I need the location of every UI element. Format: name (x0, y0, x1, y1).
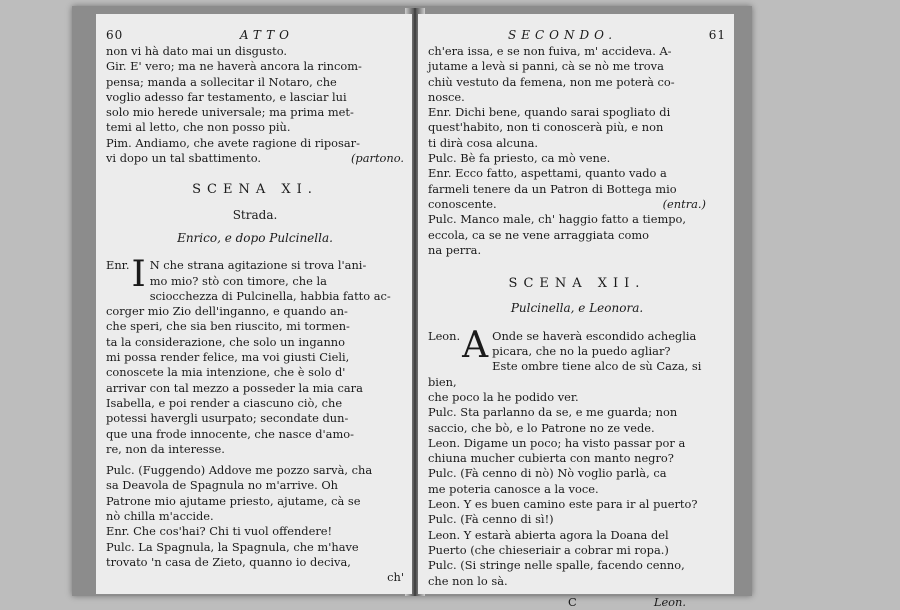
text-line: sciocchezza di Pulcinella, habbia fatto ac- (149, 288, 391, 303)
text-line: Pulc. (Si stringe nelle spalle, facendo cenno, (428, 558, 685, 573)
text-line: conoscente. (entra.) (428, 196, 706, 211)
scene-place: Strada. (232, 207, 278, 222)
text-line: corger mio Zio dell'inganno, e quando an- (106, 304, 348, 319)
text-line: Onde se haverà escondido acheglia (492, 328, 697, 343)
text-line: Pulc. (Fà cenno di nò) Nò voglio parlà, ca (428, 466, 667, 481)
text-line: me poteria canosce a la voce. (428, 481, 599, 496)
text-line: jutame a levà si panni, cà se nò me trova (428, 59, 664, 74)
text-line: trovato 'n casa de Zieto, quanno io deciva, (106, 554, 351, 569)
text-line: Leon. Y estarà abierta agora la Doana del (428, 527, 669, 542)
text-line: Patrone mio ajutame priesto, ajutame, cà se (106, 493, 361, 508)
text-line: Leon. Digame un poco; ha visto passar por a (428, 435, 686, 450)
text-line: ta la considerazione, che solo un inganno (106, 334, 345, 349)
scene-characters: Enrico, e dopo Pulcinella. (177, 230, 333, 245)
speech-block (428, 324, 726, 405)
text-line: eccola, ca se ne vene arraggiata como (428, 227, 649, 242)
text-line: que una frode innocente, che nasce d'amo- (106, 426, 354, 441)
text-line: che speri, che sia ben riuscito, mi tormen- (106, 319, 350, 334)
text-line: Pulc. Bè fa priesto, ca mò vene. (428, 151, 611, 166)
text-line: potessi havergli usurpato; secondate dun- (106, 411, 349, 426)
text-line: arrivar con tal mezzo a posseder la mia cara (106, 380, 363, 395)
text-line: nò chilla m'accide. (106, 509, 214, 524)
right-page-header (428, 28, 726, 44)
page-number: 61 (708, 28, 726, 42)
text-line: Puerto (che chieseriair a cobrar mi ropa.) (428, 542, 669, 557)
text-line: Pulc. (Fà cenno di sì!) (428, 512, 554, 527)
text-block (428, 405, 726, 589)
text-line: Pulc. Sta parlanno da se, e me guarda; non (428, 405, 678, 420)
running-head: ATTO (239, 28, 294, 42)
signature-mark: C (568, 594, 577, 609)
text-line: Enr. Dichi bene, quando sarai spogliato di (428, 105, 671, 120)
text-block (428, 44, 726, 258)
text-line: Isabella, e poi render a ciascuno ciò, che (106, 395, 343, 410)
catchword: Leon. (653, 594, 686, 609)
text-line: farmeli tenere da un Patron di Bottega mio (428, 181, 677, 196)
text-line: che non lo sà. (428, 573, 508, 588)
text-line: ti dirà cosa alcuna. (428, 135, 539, 150)
text-line: mi possa render felice, ma voi giusti Cieli, (106, 350, 350, 365)
text-line: Pulc. Manco male, ch' haggio fatto a tiempo, (428, 212, 687, 227)
text-line: non vi hà dato mai un disgusto. (106, 44, 287, 58)
text-line: Enr. Ecco fatto, aspettami, quanto vado a (428, 166, 667, 181)
text-line: picara, che no la puedo agliar? (492, 344, 671, 359)
text-line: Pulc. La Spagnula, la Spagnula, che m'have (106, 539, 359, 554)
text-line: ch'era issa, e se non fuiva, m' accideva. A- (428, 44, 672, 58)
text-line: solo mio herede universale; ma prima met- (106, 105, 354, 120)
right-page (418, 14, 734, 609)
text-line: vi dopo un tal sbattimento. (partono. (106, 151, 404, 166)
speech-block (106, 254, 404, 457)
text-line: Enr. Che cos'hai? Chi ti vuol offendere! (106, 524, 333, 539)
text-line: Pulc. (Fuggendo) Addove me pozzo sarvà, cha (106, 463, 373, 478)
text-line: re, non da interesse. (106, 441, 225, 456)
text-line: Este ombre tiene alco de sù Caza, si bien, (428, 359, 702, 389)
speaker: Leon. (428, 328, 461, 343)
stage-direction: (entra.) (662, 196, 706, 211)
text-line: pensa; manda a sollecitar il Notaro, che (106, 74, 337, 89)
text-line: nosce. (428, 89, 465, 104)
text-line: sa Deavola de Spagnula no m'arrive. Oh (106, 478, 338, 493)
text-block (106, 463, 404, 585)
drop-cap: A (462, 324, 489, 366)
running-head: SECONDO. (508, 28, 618, 42)
scene-characters: Pulcinella, e Leonora. (510, 301, 644, 316)
scene-title: SCENA XII. (508, 276, 646, 292)
page-footer (428, 595, 726, 610)
text-line: na perra. (428, 242, 482, 257)
text-line: mo mio? stò con timore, che la (149, 273, 327, 288)
text-line: Pim. Andiamo, che avete ragione di riposar- (106, 135, 360, 150)
drop-cap: I (131, 254, 146, 296)
catchword: ch' (387, 570, 404, 585)
text-line: conoscete la mia intenzione, che è solo d' (106, 365, 346, 380)
text-line: saccio, che bò, e lo Patrone no ze vede. (428, 420, 655, 435)
text-line: che poco la he podido ver. (428, 389, 579, 404)
text-line: Leon. Y es buen camino este para ir al puerto? (428, 497, 698, 512)
page-number: 60 (106, 28, 124, 42)
text-line: N che strana agitazione si trova l'ani- (149, 258, 367, 273)
text-line: chiuna mucher cubierta con manto negro? (428, 451, 674, 466)
text-line: voglio adesso far testamento, e lasciar lui (106, 89, 347, 104)
text-line: quest'habito, non ti conoscerà più, e non (428, 120, 664, 135)
stage-direction: (partono. (350, 151, 404, 166)
text-line: temi al letto, che non posso più. (106, 120, 291, 135)
speaker: Enr. (106, 258, 130, 273)
text-line: Gir. E' vero; ma ne haverà ancora la rincom- (106, 59, 362, 74)
left-page-header (106, 28, 404, 44)
text-line: chiù vestuto da femena, non me poterà co- (428, 74, 675, 89)
left-page (96, 14, 412, 594)
scene-title: SCENA XI. (192, 182, 318, 198)
text-block (106, 44, 404, 166)
